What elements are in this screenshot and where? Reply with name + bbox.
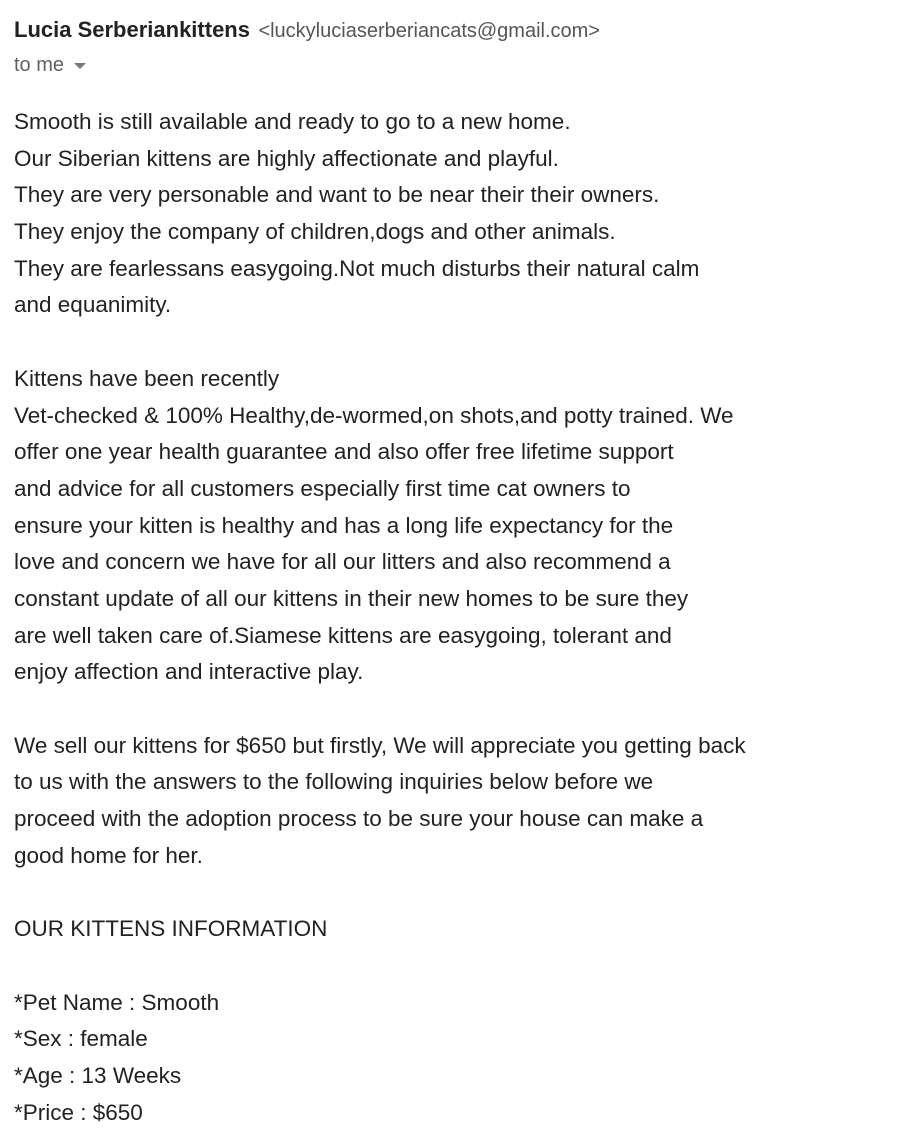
body-line: love and concern we have for all our litters and also recommend a: [14, 549, 671, 575]
body-line: ensure your kitten is healthy and has a long life expectancy for the: [14, 512, 674, 538]
body-line: Smooth is still available and ready to go to a new home.: [14, 109, 571, 134]
paragraph-spacer: [14, 324, 894, 361]
paragraph-health: [14, 361, 894, 691]
paragraph-spacer: [14, 691, 894, 728]
body-line: are well taken care of.Siamese kittens are easygoing, tolerant and: [14, 622, 672, 648]
recipient-line: [14, 52, 890, 78]
sender-line: [14, 14, 890, 46]
email-body: [14, 104, 894, 1131]
sender-name[interactable]: Lucia Serberiankittens: [14, 17, 250, 42]
section-heading: OUR KITTENS INFORMATION: [14, 916, 328, 942]
body-line: offer one year health guarantee and also offer free lifetime support: [14, 439, 674, 465]
recipient-label: to me: [14, 54, 65, 76]
info-pet-name: *Pet Name : Smooth: [14, 989, 220, 1015]
body-line: enjoy affection and interactive play.: [14, 659, 364, 685]
body-line: Our Siberian kittens are highly affectionate and playful.: [14, 145, 559, 171]
body-line: proceed with the adoption process to be sure your house can make a: [14, 806, 704, 832]
body-line: good home for her.: [14, 842, 203, 868]
paragraph-spacer: [14, 948, 894, 985]
kitten-info-list: [14, 985, 894, 1132]
paragraph-price: [14, 728, 894, 875]
body-line: They enjoy the company of children,dogs and other animals.: [14, 219, 616, 245]
paragraph-availability: [14, 104, 894, 324]
info-price: *Price : $650: [14, 1099, 143, 1125]
body-line: They are very personable and want to be near their their owners.: [14, 182, 660, 208]
sender-email: <luckyluciaserberiancats@gmail.com>: [258, 20, 600, 42]
body-line: and equanimity.: [14, 292, 172, 318]
body-line: We sell our kittens for $650 but firstly, We will appreciate you getting back: [14, 732, 746, 758]
info-sex: *Sex : female: [14, 1026, 148, 1052]
body-line: Vet-checked & 100% Healthy,de-wormed,on shots,and potty trained. We: [14, 402, 734, 428]
body-line: Kittens have been recently: [14, 365, 280, 391]
chevron-down-icon[interactable]: [74, 63, 86, 69]
email-header: [14, 14, 890, 78]
paragraph-spacer: [14, 874, 894, 911]
body-line: They are fearlessans easygoing.Not much disturbs their natural calm: [14, 255, 700, 281]
body-line: to us with the answers to the following inquiries below before we: [14, 769, 654, 795]
info-age: *Age : 13 Weeks: [14, 1062, 182, 1088]
body-line: and advice for all customers especially first time cat owners to: [14, 475, 631, 501]
body-line: constant update of all our kittens in their new homes to be sure they: [14, 585, 689, 611]
